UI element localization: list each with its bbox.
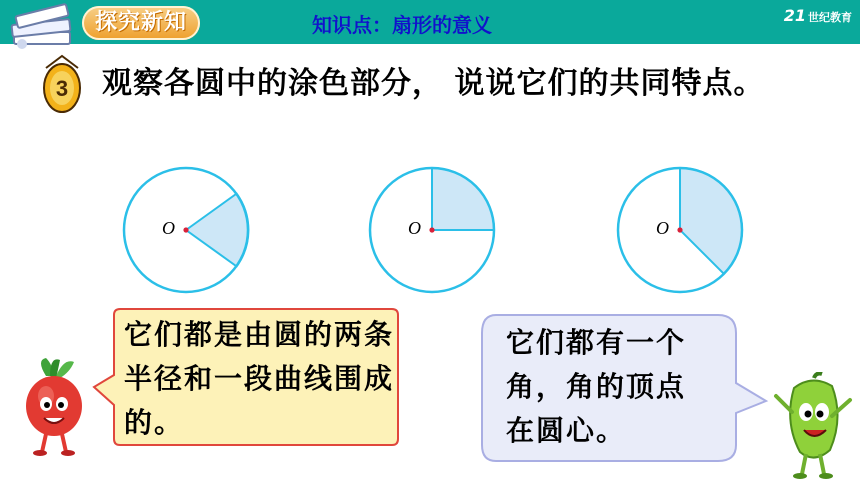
circle-figure-3 — [610, 160, 750, 300]
center-label-3: O — [656, 218, 669, 238]
topic-title: 知识点：扇形的意义 — [312, 13, 492, 37]
speech-bubble-right — [480, 313, 736, 463]
brand-text: 世纪教育 — [808, 11, 852, 24]
problem-number: 3 — [55, 76, 69, 101]
speech-bubble-left — [112, 305, 402, 449]
brand-mark: 21 — [783, 6, 806, 25]
center-dot-1 — [183, 227, 188, 232]
problem-number-badge — [40, 52, 84, 114]
center-dot-3 — [677, 227, 682, 232]
center-dot-2 — [429, 227, 434, 232]
problem-text: 观察各圆中的涂色部分， 说说它们的共同特点。 — [102, 66, 765, 101]
bubble-left-text: 它们都是由圆的两条半径和一段曲线围成的。 — [124, 318, 395, 439]
radish-character-icon — [16, 356, 92, 456]
center-label-1: O — [162, 218, 175, 238]
pepper-character-icon — [770, 372, 854, 480]
sector-1 — [186, 194, 248, 267]
sector-3 — [680, 168, 742, 274]
section-label: 探究新知 — [82, 6, 200, 40]
brand-logo — [784, 6, 852, 25]
center-label-2: O — [408, 218, 421, 238]
circle-figure-1 — [116, 160, 256, 300]
bubble-right-text: 它们都有一个角，角的顶点在圆心。 — [506, 326, 687, 447]
books-icon — [10, 2, 80, 50]
circle-figure-2 — [362, 160, 502, 300]
